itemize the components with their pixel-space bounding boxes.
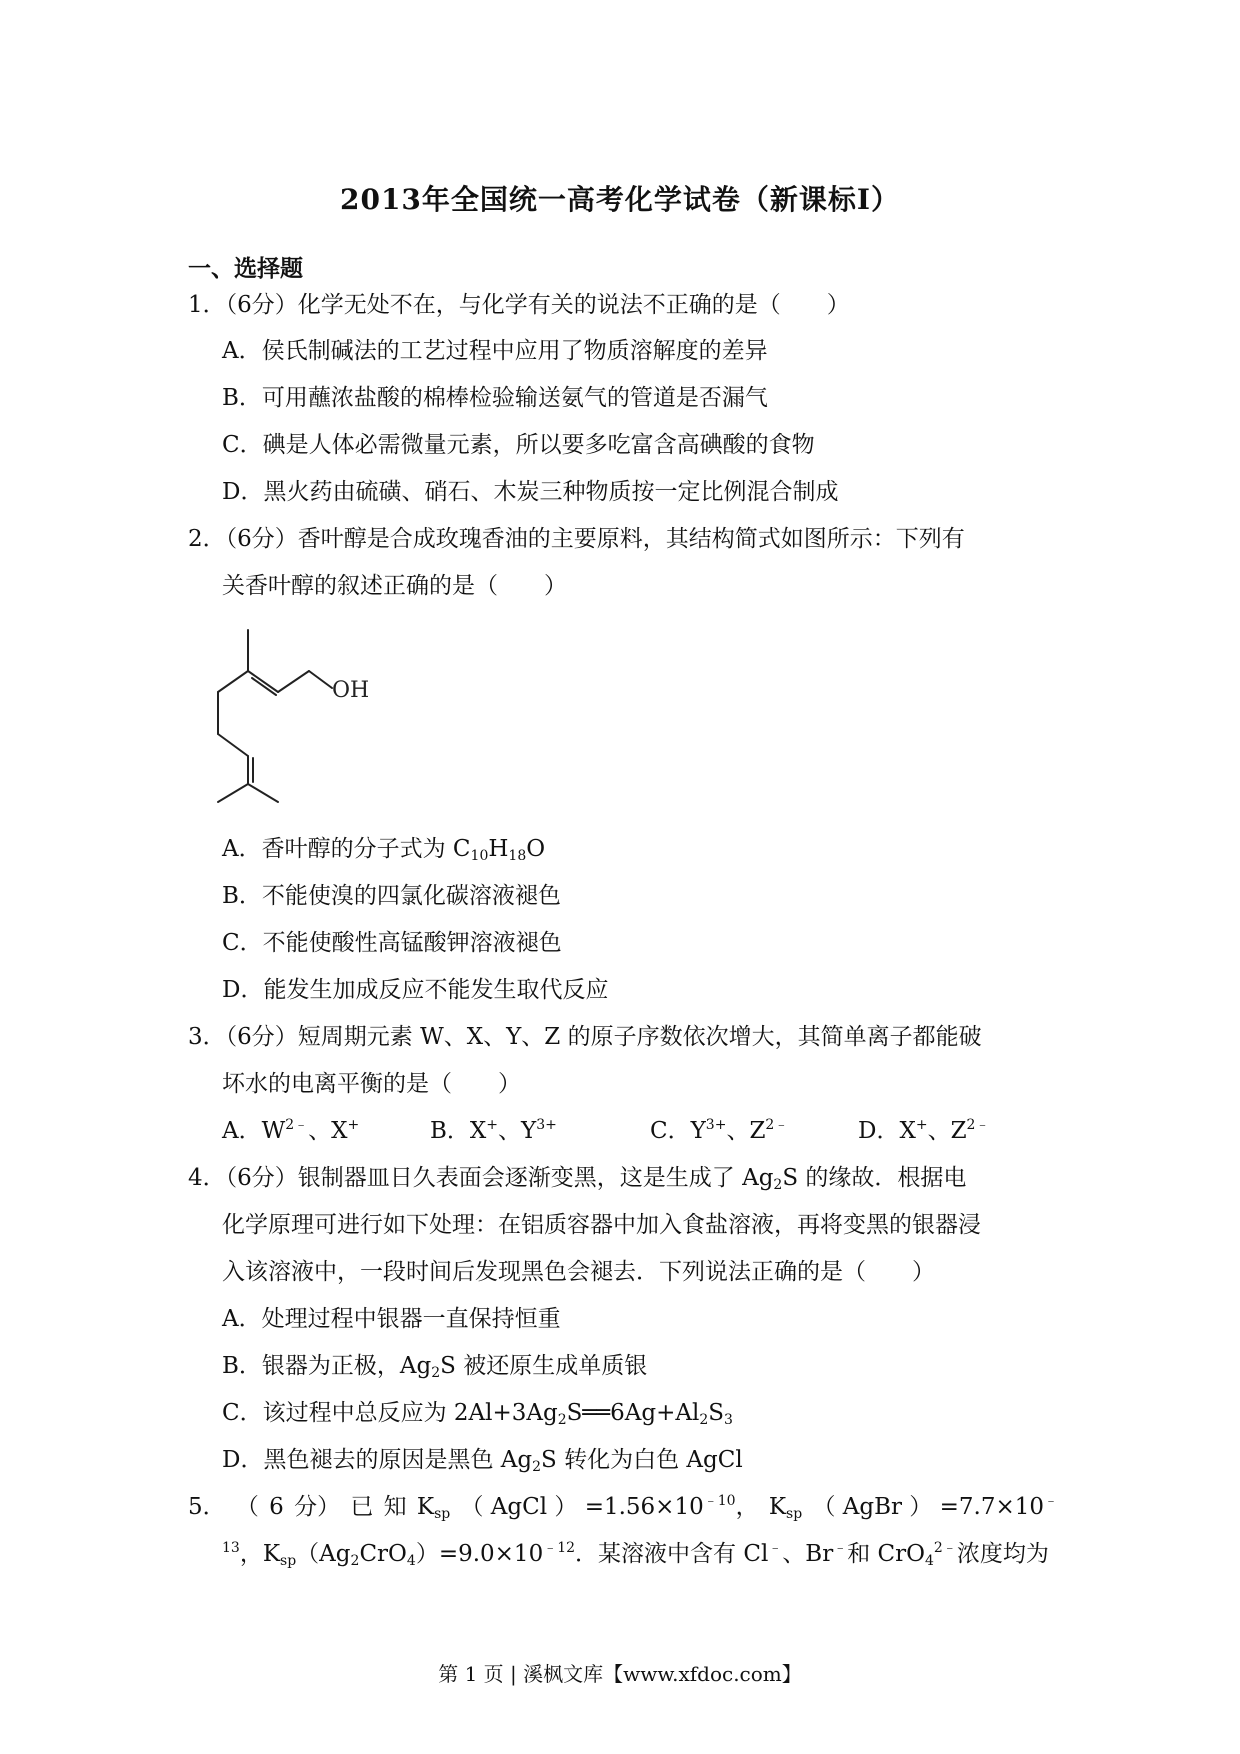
q1-option-c: C．碘是人体必需微量元素，所以要多吃富含高碘酸的食物: [222, 432, 815, 458]
q4-option-c: C．该过程中总反应为 $2Al+3Ag_2S══6Ag+Al_2S_3$: [222, 1400, 733, 1428]
q2-option-b: B．不能使溴的四氯化碳溶液褪色: [222, 883, 561, 909]
section-heading: 一、选择题: [188, 255, 303, 282]
q1-option-a: A．侯氏制碱法的工艺过程中应用了物质溶解度的差异: [222, 338, 768, 364]
q3-option-d: D．X+、$Z^{2﹣}$: [858, 1117, 990, 1144]
q4-stem-line2: 化学原理可进行如下处理：在铝质容器中加入食盐溶液，再将变黑的银器浸: [222, 1212, 981, 1238]
q2-option-c: C．不能使酸性高锰酸钾溶液褪色: [222, 930, 562, 956]
q1-option-b: B．可用蘸浓盐酸的棉棒检验输送氨气的管道是否漏气: [222, 385, 768, 411]
q4-option-a: A．处理过程中银器一直保持恒重: [222, 1306, 561, 1332]
q4-option-b: B．银器为正极，$Ag_2S$ 被还原生成单质银: [222, 1353, 648, 1381]
q4-stem-line1: 4．（6分）银制器皿日久表面会逐渐变黑，这是生成了 $Ag_2S$ 的缘故．根据电: [188, 1165, 967, 1193]
q3-option-b: B．X+、$Y^{3+}$: [430, 1117, 557, 1144]
q5-stem-line1: 5． （ 6 分） 已 知 $K_{sp}$ （ AgCl ） $=1.56\times 10^{﹣10}$， $K_{sp}$ （ AgBr ） =7.7×10﹣: [188, 1493, 1058, 1522]
hydroxyl-label: OH: [332, 678, 370, 703]
q2-stem-line2: 关香叶醇的叙述正确的是（ ）: [222, 573, 567, 599]
q4-stem-line3: 入该溶液中，一段时间后发现黑色会褪去．下列说法正确的是（ ）: [222, 1259, 935, 1285]
q2-option-d: D．能发生加成反应不能发生取代反应: [222, 977, 609, 1003]
q1-stem: 1．（6分）化学无处不在，与化学有关的说法不正确的是（ ）: [188, 292, 850, 318]
q2-option-a: A．香叶醇的分子式为 $C_{10}H_{18}O$: [222, 836, 546, 864]
q3-stem-line2: 坏水的电离平衡的是（ ）: [222, 1071, 521, 1097]
page-footer: 第 1 页 | 溪枫文库【www.xfdoc.com】: [438, 1662, 802, 1686]
page-title: 2013年全国统一高考化学试卷（新课标Ⅰ）: [339, 183, 901, 216]
q3-option-a: A．$W^{2﹣}$、X+: [222, 1117, 360, 1144]
q1-option-d: D．黑火药由硫磺、硝石、木炭三种物质按一定比例混合制成: [222, 479, 839, 505]
q2-stem-line1: 2．（6分）香叶醇是合成玫瑰香油的主要原料，其结构简式如图所示：下列有: [188, 526, 965, 552]
q5-stem-line2: $^{13}$，$K_{sp}(Ag_2CrO_4)=9.0\times 10^{﹣12}$．某溶液中含有 Cl﹣、Br﹣和 CrO$_4^{2﹣}$浓度均为: [222, 1540, 1049, 1569]
q4-option-d: D．黑色褪去的原因是黑色 $Ag_2S$ 转化为白色 AgCl: [222, 1447, 743, 1475]
q3-stem-line1: 3．（6分）短周期元素 W、X、Y、Z 的原子序数依次增大，其简单离子都能破: [188, 1024, 982, 1050]
q3-option-c: C．$Y^{3+}$、$Z^{2﹣}$: [650, 1117, 789, 1144]
geraniol-structure-diagram: [214, 626, 394, 806]
